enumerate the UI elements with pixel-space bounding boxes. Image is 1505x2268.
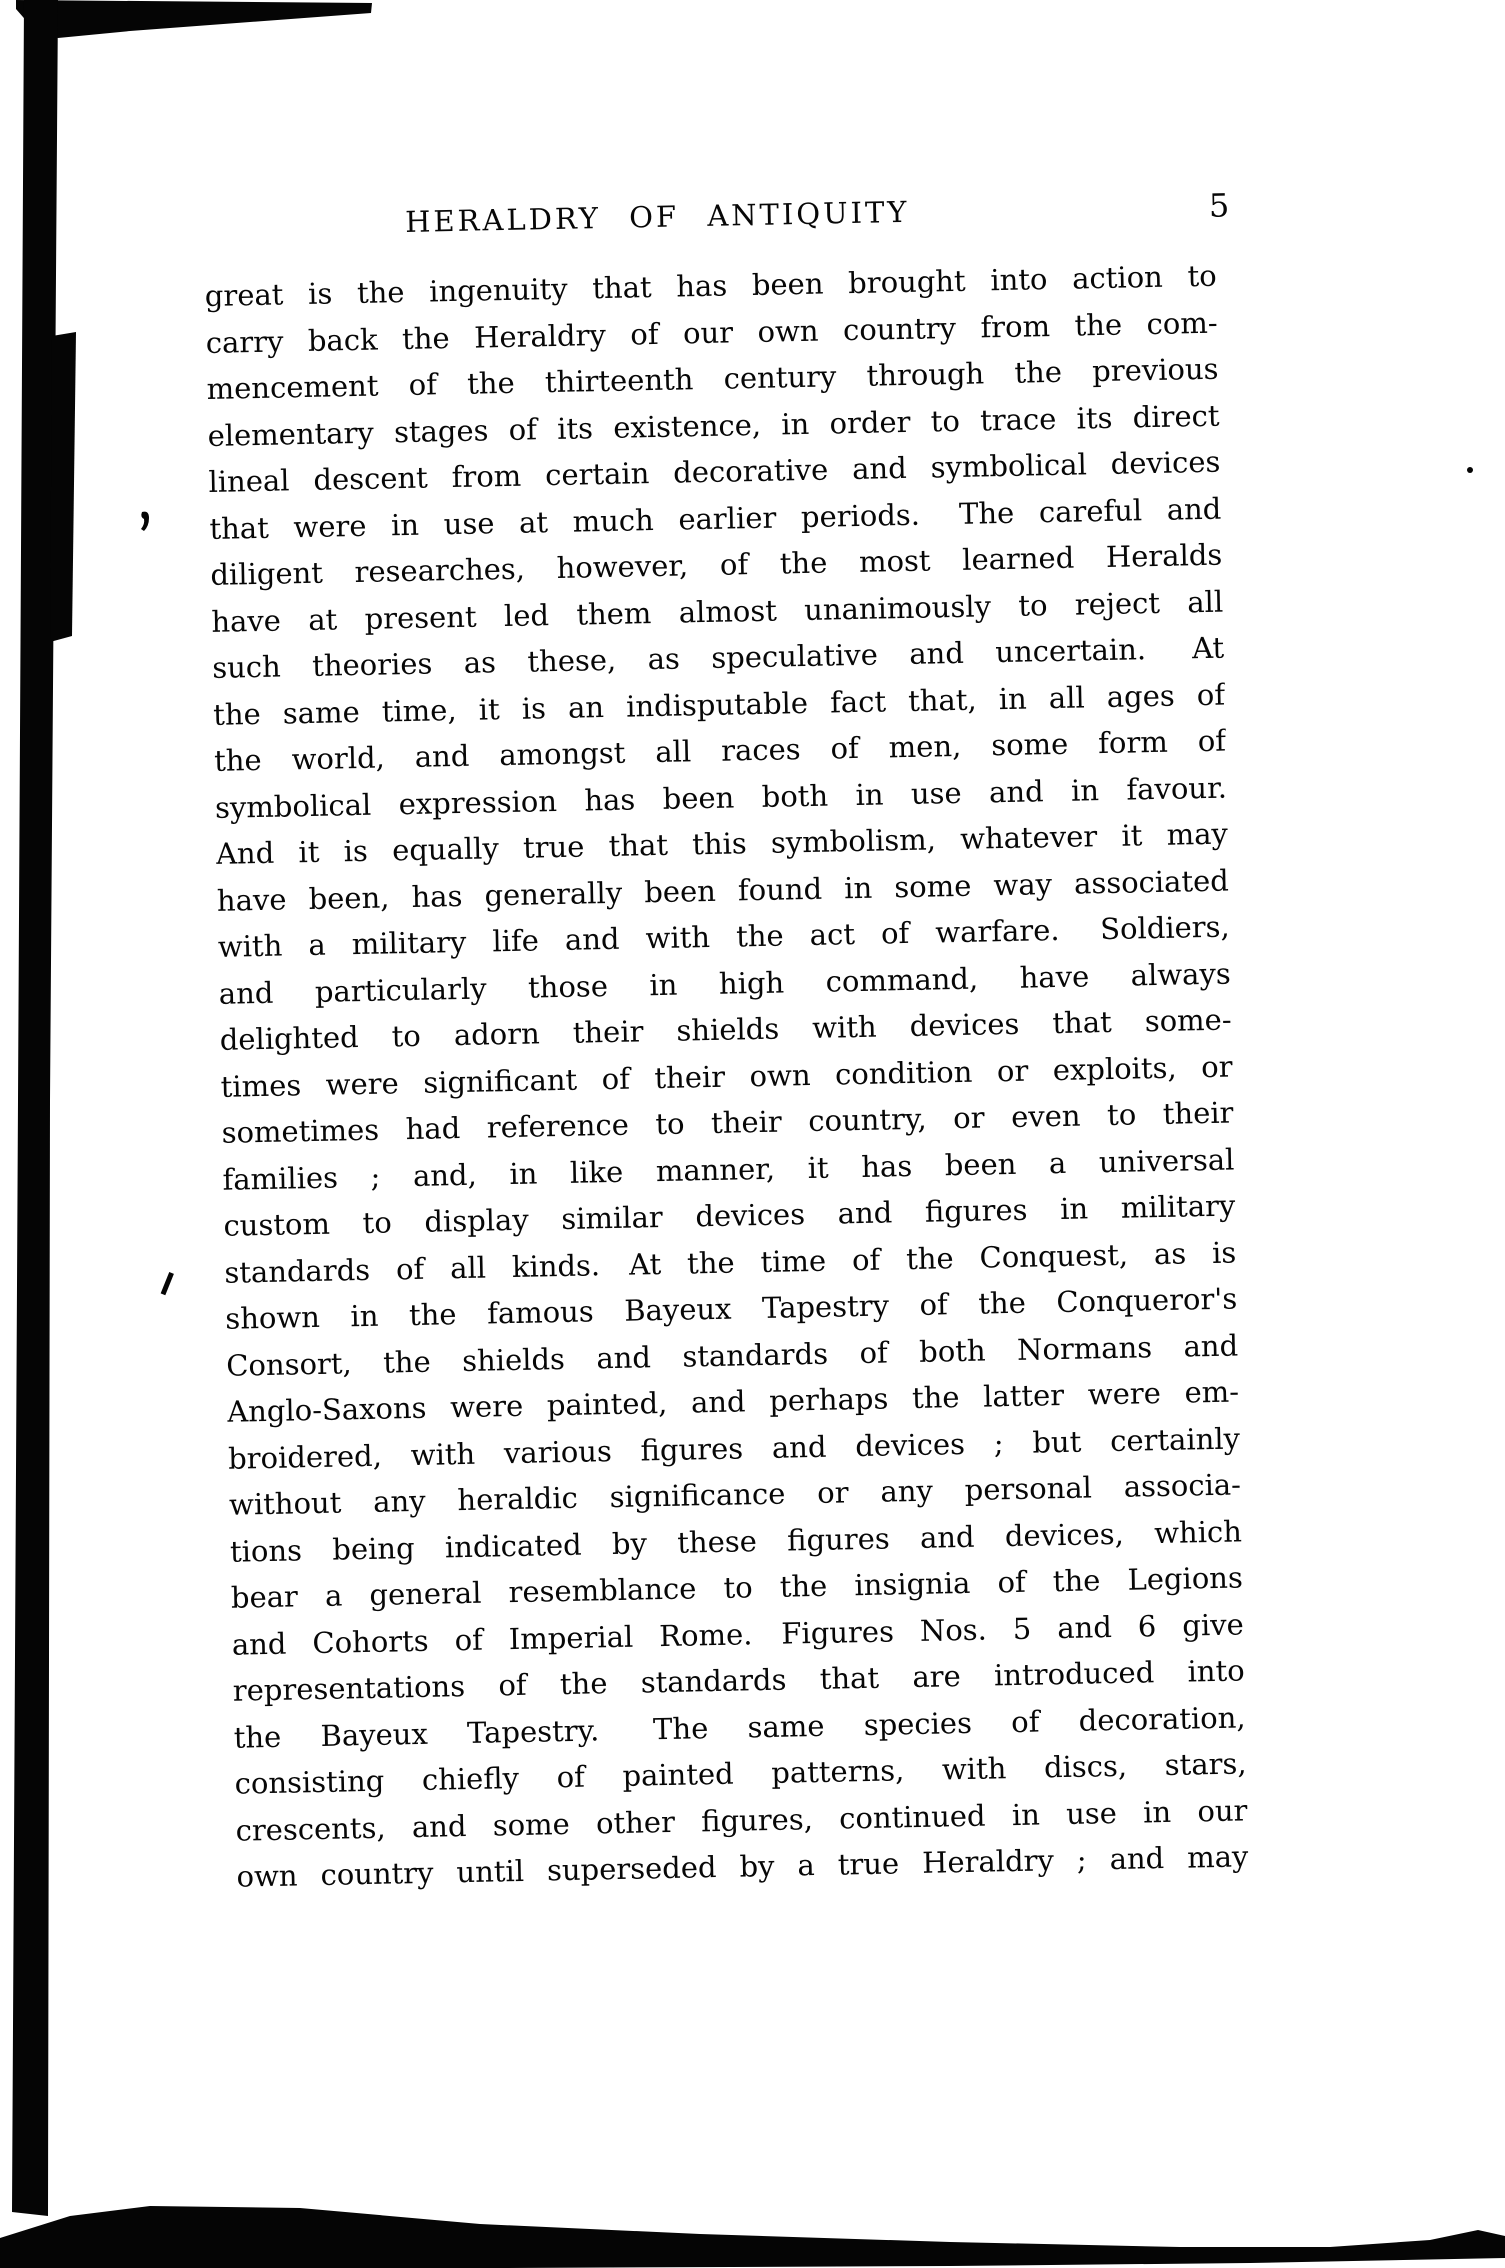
margin-mark-comma: [141, 512, 149, 531]
text-line: great is the ingenuity that has been brought into action to: [204, 258, 1217, 313]
text-line: consisting chiefly of painted patterns, with discs, stars,: [234, 1746, 1247, 1801]
text-line: standards of all kinds. At the time of the Conquest, as is: [224, 1234, 1237, 1290]
scan-artifact-left-band: [12, 0, 58, 2216]
text-line: and Cohorts of Imperial Rome. Figures Nos. 5 and 6 give: [231, 1606, 1245, 1662]
scan-artifact-bottom-band: [0, 2206, 1505, 2268]
text-line: sometimes had reference to their country, or even to their: [221, 1095, 1234, 1150]
text-line: lineal descent from certain decorative and symbolical devices: [208, 444, 1221, 499]
text-line: families ; and, in like manner, it has been a universal: [222, 1141, 1235, 1197]
text-line: mencement of the thirteenth century through the previous: [206, 351, 1219, 406]
text-line: elementary stages of its existence, in order to trace its direct: [207, 398, 1220, 453]
text-line: bear a general resemblance to the insignia of the Legions: [230, 1560, 1244, 1615]
running-header: [203, 185, 1230, 247]
body-text: [204, 253, 1248, 1900]
margin-mark-dot: [1467, 467, 1473, 473]
text-line: and particularly those in high command, have always: [218, 956, 1231, 1011]
text-line: tions being indicated by these figures and devices, which: [229, 1513, 1243, 1569]
text-line: have been, has generally been found in some way associated: [216, 863, 1230, 918]
page-number: 5: [1208, 186, 1230, 225]
text-line: Consort, the shields and standards of both Normans and: [225, 1327, 1239, 1383]
text-line: that were in use at much earlier periods. The careful and: [209, 491, 1222, 546]
page-title: HERALDRY OF ANTIQUITY: [404, 194, 910, 239]
text-line: without any heraldic significance or any personal associa-: [228, 1467, 1242, 1522]
text-line: own country until superseded by a true Heraldry ; and may: [236, 1839, 1249, 1894]
text-line: shown in the famous Bayeux Tapestry of the Conqueror's: [225, 1281, 1238, 1336]
text-line: times were significant of their own condition or exploits, or: [220, 1049, 1233, 1104]
text-line: representations of the standards that are introduced into: [232, 1653, 1245, 1708]
text-line: crescents, and some other figures, continued in use in our: [235, 1792, 1248, 1848]
text-line: the same time, it is an indisputable fact that, in all ages of: [212, 677, 1226, 732]
page-text-block: [203, 185, 1249, 1900]
scan-artifact-left-strip: [50, 332, 76, 642]
text-line: with a military life and with the act of warfare. Soldiers,: [217, 909, 1231, 964]
text-line: delighted to adorn their shields with devices that some-: [219, 1002, 1232, 1057]
margin-mark-slash: [161, 1272, 174, 1295]
text-line: such theories as these, as speculative and uncertain. At: [211, 630, 1225, 685]
text-line: broidered, with various figures and devices ; but certainly: [227, 1420, 1241, 1476]
text-line: diligent researches, however, of the most learned Heralds: [210, 537, 1223, 592]
text-line: custom to display similar devices and figures in military: [223, 1188, 1236, 1243]
text-line: carry back the Heraldry of our own country from the com-: [205, 305, 1218, 360]
text-line: have at present led them almost unanimously to reject all: [211, 584, 1224, 639]
text-line: the Bayeux Tapestry. The same species of decoration,: [233, 1699, 1246, 1755]
text-line: Anglo-Saxons were painted, and perhaps the latter were em-: [226, 1374, 1240, 1429]
text-line: the world, and amongst all races of men, some form of: [213, 723, 1227, 778]
scan-artifact-top-wedge: [16, 0, 372, 38]
text-line: And it is equally true that this symbolism, whatever it may: [215, 816, 1229, 871]
text-line: symbolical expression has been both in use and in favour.: [214, 770, 1228, 825]
